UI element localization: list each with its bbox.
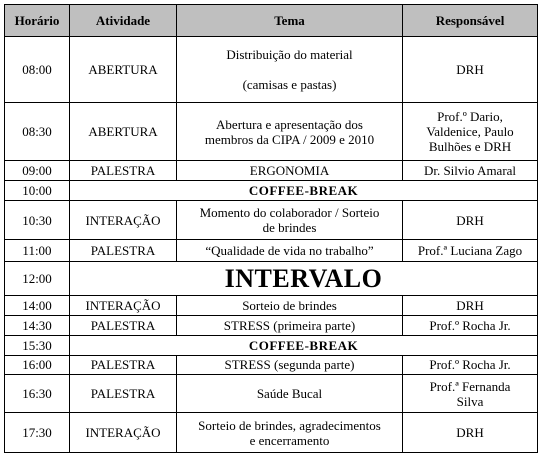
- time-cell: 14:30: [5, 315, 70, 335]
- responsible-line-1: Prof.º Dario,: [437, 109, 503, 125]
- responsible-cell: DRH: [403, 200, 538, 240]
- table-row: [5, 315, 538, 335]
- activity-cell: PALESTRA: [70, 315, 177, 335]
- time-cell: 15:30: [5, 335, 70, 355]
- activity-cell: PALESTRA: [70, 375, 177, 413]
- topic-line-1: Sorteio de brindes, agradecimentos: [198, 417, 381, 433]
- topic-cell: [177, 103, 403, 161]
- table-row: [5, 37, 538, 103]
- time-cell: 08:00: [5, 37, 70, 103]
- topic-line-1: Abertura e apresentação dos: [216, 116, 363, 132]
- responsible-cell: [403, 375, 538, 413]
- topic-cell: [177, 200, 403, 240]
- activity-cell: PALESTRA: [70, 240, 177, 262]
- responsible-cell: Prof.º Rocha Jr.: [403, 355, 538, 375]
- coffee-break-cell: COFFEE-BREAK: [70, 335, 538, 355]
- header-atividade: Atividade: [70, 5, 177, 37]
- header-horario: Horário: [5, 5, 70, 37]
- time-cell: 08:30: [5, 103, 70, 161]
- schedule-container: [4, 4, 537, 453]
- topic-line-2: e encerramento: [249, 432, 330, 448]
- table-row: [5, 262, 538, 295]
- time-cell: 11:00: [5, 240, 70, 262]
- table-row: [5, 160, 538, 180]
- responsible-cell: DRH: [403, 295, 538, 315]
- topic-cell: [177, 413, 403, 453]
- time-cell: 09:00: [5, 160, 70, 180]
- topic-line-2: de brindes: [262, 220, 317, 236]
- coffee-break-cell: COFFEE-BREAK: [70, 180, 538, 200]
- table-row: [5, 180, 538, 200]
- responsible-cell: Prof.º Rocha Jr.: [403, 315, 538, 335]
- responsible-line-2: Silva: [456, 393, 484, 409]
- activity-cell: INTERAÇÃO: [70, 295, 177, 315]
- time-cell: 10:30: [5, 200, 70, 240]
- table-row: [5, 355, 538, 375]
- table-row: [5, 295, 538, 315]
- topic-line-2: (camisas e pastas): [242, 77, 337, 93]
- table-row: [5, 240, 538, 262]
- responsible-line-1: Prof.ª Fernanda: [429, 378, 511, 394]
- activity-cell: INTERAÇÃO: [70, 200, 177, 240]
- time-cell: 17:30: [5, 413, 70, 453]
- schedule-table: [4, 4, 538, 453]
- responsible-cell: Dr. Silvio Amaral: [403, 160, 538, 180]
- activity-cell: PALESTRA: [70, 355, 177, 375]
- topic-cell: STRESS (segunda parte): [177, 355, 403, 375]
- topic-cell: ERGONOMIA: [177, 160, 403, 180]
- activity-cell: ABERTURA: [70, 103, 177, 161]
- responsible-line-3: Bulhões e DRH: [428, 139, 512, 155]
- responsible-cell: Prof.ª Luciana Zago: [403, 240, 538, 262]
- topic-line-1: Momento do colaborador / Sorteio: [199, 205, 380, 221]
- topic-cell: Saúde Bucal: [177, 375, 403, 413]
- table-row: [5, 413, 538, 453]
- time-cell: 12:00: [5, 262, 70, 295]
- activity-cell: INTERAÇÃO: [70, 413, 177, 453]
- responsible-cell: DRH: [403, 413, 538, 453]
- header-responsavel: Responsável: [403, 5, 538, 37]
- responsible-cell: [403, 103, 538, 161]
- table-row: [5, 375, 538, 413]
- time-cell: 16:00: [5, 355, 70, 375]
- topic-cell: “Qualidade de vida no trabalho”: [177, 240, 403, 262]
- topic-line-2: membros da CIPA / 2009 e 2010: [204, 131, 375, 147]
- topic-cell: STRESS (primeira parte): [177, 315, 403, 335]
- table-row: [5, 200, 538, 240]
- topic-cell: Sorteio de brindes: [177, 295, 403, 315]
- topic-line-1: Distribuição do material: [226, 47, 353, 63]
- activity-cell: PALESTRA: [70, 160, 177, 180]
- responsible-line-2: Valdenice, Paulo: [426, 124, 514, 140]
- responsible-cell: DRH: [403, 37, 538, 103]
- header-tema: Tema: [177, 5, 403, 37]
- table-row: [5, 335, 538, 355]
- intervalo-cell: INTERVALO: [70, 262, 538, 295]
- time-cell: 16:30: [5, 375, 70, 413]
- header-row: [5, 5, 538, 37]
- topic-cell: [177, 37, 403, 103]
- activity-cell: ABERTURA: [70, 37, 177, 103]
- table-row: [5, 103, 538, 161]
- time-cell: 14:00: [5, 295, 70, 315]
- time-cell: 10:00: [5, 180, 70, 200]
